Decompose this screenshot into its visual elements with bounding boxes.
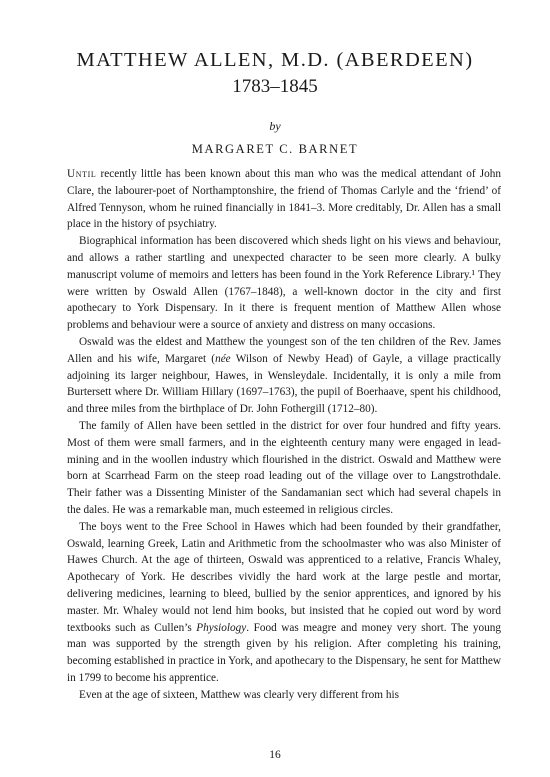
paragraph-3-italic: née (215, 352, 231, 365)
article-years: 1783–1845 (232, 76, 318, 97)
article-body (67, 166, 501, 704)
page-number: 16 (269, 749, 281, 761)
paragraph-3 (67, 334, 501, 418)
article-title: MATTHEW ALLEN, M.D. (ABERDEEN) (76, 49, 474, 71)
paragraph-4: The family of Allen have been settled in the district for over four hundred and fifty years. Most of them were small farmers, and in the eighteenth century many were engaged in lead-mining and in the woollen industry which flourished in the district. Oswald and Matthew were born at Scarrhead Farm on the steep road leading out of the village over to Langstrothdale. Their father was a Dissenting Minister of the Sandamanian sect which had several chapels in the dales. He was a remarkable man, much esteemed in religious circles. (67, 419, 501, 516)
opening-word: Until (67, 168, 97, 180)
paragraph-5-text-a: The boys went to the Free School in Hawes which had been founded by their grandfather, Oswald, learning Greek, Latin and Arithmetic from the schoolmaster who was also Minister of Hawes Church. At the age of thirteen, Oswald was apprenticed to a relative, Francis Whaley, Apothecary of York. He describes vividly the hard work at the large pestle and mortar, delivering medicines, learning to bleed, bullied by the senior apprentices, and ignored by his master. Mr. Whaley would not lend him books, but insisted that he copied out word by word textbooks such as Cullen’s (67, 520, 501, 634)
paragraph-3-text-a: Oswald was the eldest and Matthew the youngest son of the ten children of the Rev. James Allen and his wife, Margaret ( (67, 335, 501, 365)
paragraph-5 (67, 519, 501, 687)
paragraph-6: Even at the age of sixteen, Matthew was clearly very different from his (79, 688, 399, 701)
paragraph-3-text-b: Wilson of Newby Head) of Gayle, a village practically adjoining its larger neighbour, Hawes, in Wensleydale. Incidentally, it is only a mile from Burtersett where Dr. William Hillary (1697–1763), the pupil of Boerhaave, spent his childhood, and three miles from the birthplace of Dr. John Fothergill (1712–80). (67, 352, 501, 416)
paragraph-1 (67, 166, 501, 233)
author-name: MARGARET C. BARNET (191, 142, 359, 156)
paragraph-2: Biographical information has been discovered which sheds light on his views and behaviour, and allows a rather startling and unexpected character to be seen more clearly. A bulky manuscript volume of memoirs and letters has been found in the York Reference Library.¹ They were written by Oswald Allen (1767–1848), a well-known doctor in the city and first apothecary to York Dispensary. In it there is frequent mention of Matthew Allen whose problems and behaviour were a source of anxiety and distress on many occasions. (67, 235, 501, 332)
paragraph-5-text-b: . Food was meagre and money very short. The young man was supported by the strength given by his religion. After completing his training, becoming established in practice in York, and apothecary to the Dispensary, he sent for Matthew in 1799 to become his apprentice. (67, 621, 501, 684)
paragraph-1-text: recently little has been known about this man who was the medical attendant of John Clare, the labourer-poet of Northamptonshire, the friend of Thomas Carlyle and the ‘friend’ of Alfred Tennyson, whom he ruined financially in 1841–3. More creditably, Dr. Allen has a small place in the history of psychiatry. (67, 168, 501, 231)
byline-by: by (269, 119, 281, 133)
paragraph-5-italic: Physiology (196, 621, 247, 634)
